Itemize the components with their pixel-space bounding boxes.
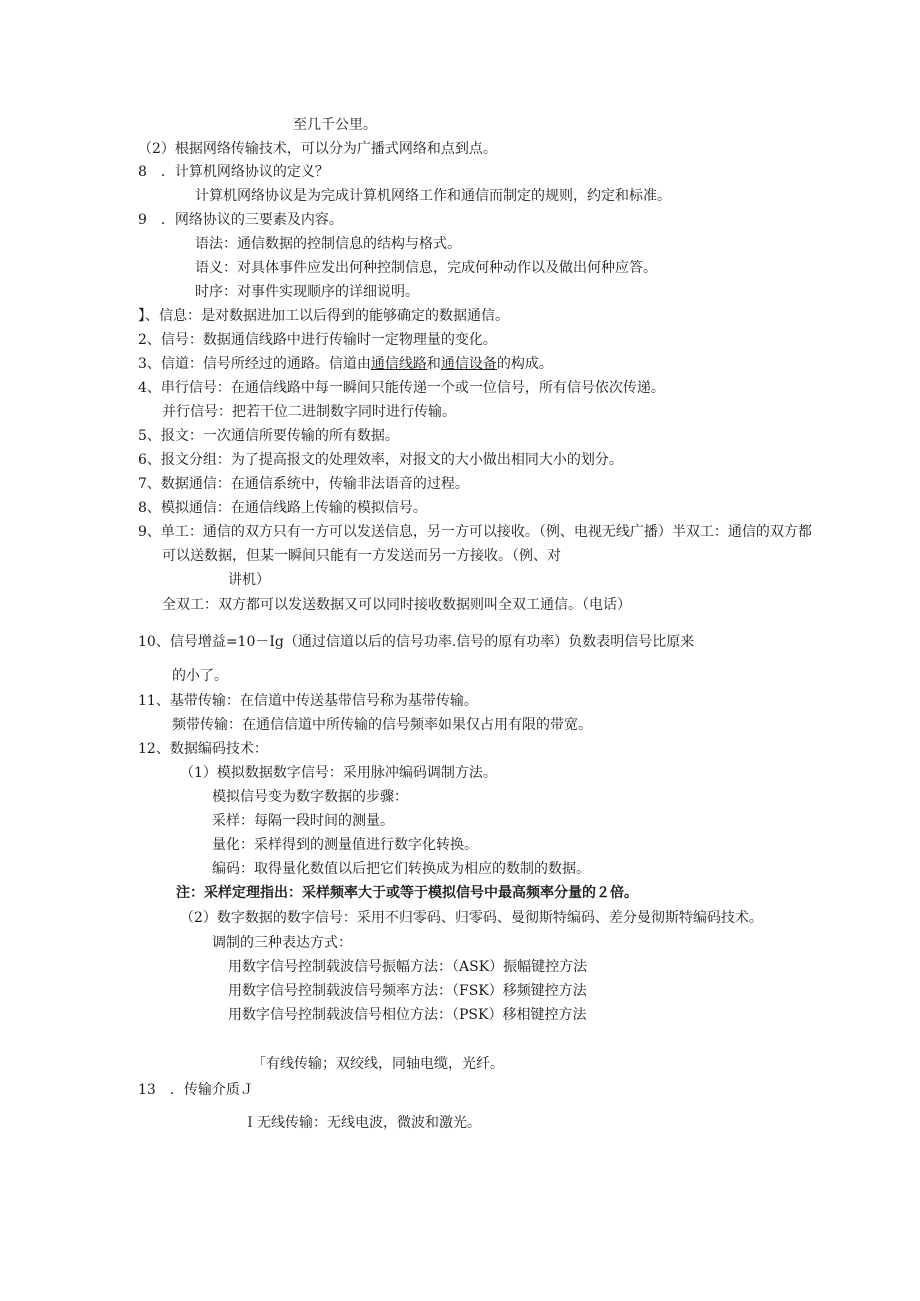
text-line: 讲机） [228, 572, 270, 588]
definition-item: 8、模拟通信：在通信线路上传输的模拟信号。 [138, 500, 427, 516]
text-line: 采样：每隔一段时间的测量。 [212, 813, 394, 829]
definition-item: 2、信号：数据通信线路中进行传输时一定物理量的变化。 [138, 332, 497, 348]
definition-item: 9、单工：通信的双方只有一方可以发送信息，另一方可以接收。（例、电视无线广播）半双工：通信的双方都 [138, 524, 812, 540]
definition-item: 11、基带传输：在信道中传送基带信号称为基带传输。 [138, 693, 478, 709]
definition-item: 12、数据编码技术： [138, 741, 268, 757]
text-line: 频带传输：在通信信道中所传输的信号频率如果仅占用有限的带宽。 [172, 717, 592, 733]
definition-item [138, 355, 553, 373]
text-line: 「有线传输；双绞线，同轴电缆，光纤。 [252, 1056, 504, 1072]
text-line: 量化：采样得到的测量值进行数字化转换。 [212, 837, 478, 853]
text-line: 编码：取得量化数值以后把它们转换成为相应的数制的数据。 [212, 861, 590, 877]
text-segment: 的构成。 [496, 356, 553, 372]
text-line: 用数字信号控制载波信号频率方法：（FSK）移频键控方法 [228, 983, 587, 999]
text-line: Ｉ无线传输：无线电波，微波和激光。 [243, 1115, 481, 1131]
underlined-term: 通信线路 [370, 356, 427, 372]
text-line: 语义：对具体事件应发出何种控制信息，完成何种动作以及做出何种应答。 [195, 260, 657, 276]
text-line: 时序：对事件实现顺序的详细说明。 [195, 284, 419, 300]
text-segment: 3、信道：信号所经过的通路。信道由 [138, 356, 371, 372]
text-line: 至几千公里。 [293, 117, 377, 133]
question-heading: 9 ．网络协议的三要素及内容。 [138, 212, 343, 228]
question-heading: 13 ．传输介质Ｊ [138, 1082, 254, 1098]
text-line: 计算机网络协议是为完成计算机网络工作和通信而制定的规则，约定和标准。 [195, 188, 671, 204]
text-line: 全双工：双方都可以发送数据又可以同时接收数据则叫全双工通信。（电话） [162, 597, 631, 613]
bold-note: 注：采样定理指出：采样频率大于或等于模拟信号中最高频率分量的２倍。 [176, 885, 638, 901]
definition-item: 4、串行信号：在通信线路中每一瞬间只能传递一个或一位信号，所有信号依次传递。 [138, 380, 665, 396]
definition-item: 10、信号增益=10－Ig（通过信道以后的信号功率.信号的原有功率）负数表明信号比原来 [138, 634, 695, 650]
text-line: 可以送数据，但某一瞬间只能有一方发送而另一方接收。（例、对 [162, 548, 561, 564]
text-line: 调制的三种表达方式： [212, 935, 352, 951]
underlined-term: 通信设备 [440, 356, 497, 372]
definition-item: 5、报文：一次通信所要传输的所有数据。 [138, 428, 399, 444]
text-line: 并行信号：把若干位二进制数字同时进行传输。 [162, 404, 456, 420]
text-line: （2）根据网络传输技术，可以分为广播式网络和点到点。 [138, 141, 497, 157]
text-line: 语法：通信数据的控制信息的结构与格式。 [195, 236, 461, 252]
question-heading: 8 ．计算机网络协议的定义？ [138, 164, 329, 180]
definition-item: 6、报文分组：为了提高报文的处理效率，对报文的大小做出相同大小的划分。 [138, 452, 623, 468]
text-line: （2）数字数据的数字信号：采用不归零码、归零码、曼彻斯特编码、差分曼彻斯特编码技术。 [180, 910, 763, 926]
definition-item: 】、信息：是对数据进加工以后得到的能够确定的数据通信。 [138, 308, 509, 324]
text-segment: 和 [426, 356, 441, 372]
text-line: 模拟信号变为数字数据的步骤： [212, 789, 408, 805]
text-line: 用数字信号控制载波信号相位方法：（PSK）移相键控方法 [228, 1007, 587, 1023]
text-line: 的小了。 [172, 668, 228, 684]
text-line: （1）模拟数据数字信号：采用脉冲编码调制方法。 [180, 765, 497, 781]
definition-item: 7、数据通信：在通信系统中，传输非法语音的过程。 [138, 476, 469, 492]
text-line: 用数字信号控制载波信号振幅方法：（ASK）振幅键控方法 [228, 959, 588, 975]
